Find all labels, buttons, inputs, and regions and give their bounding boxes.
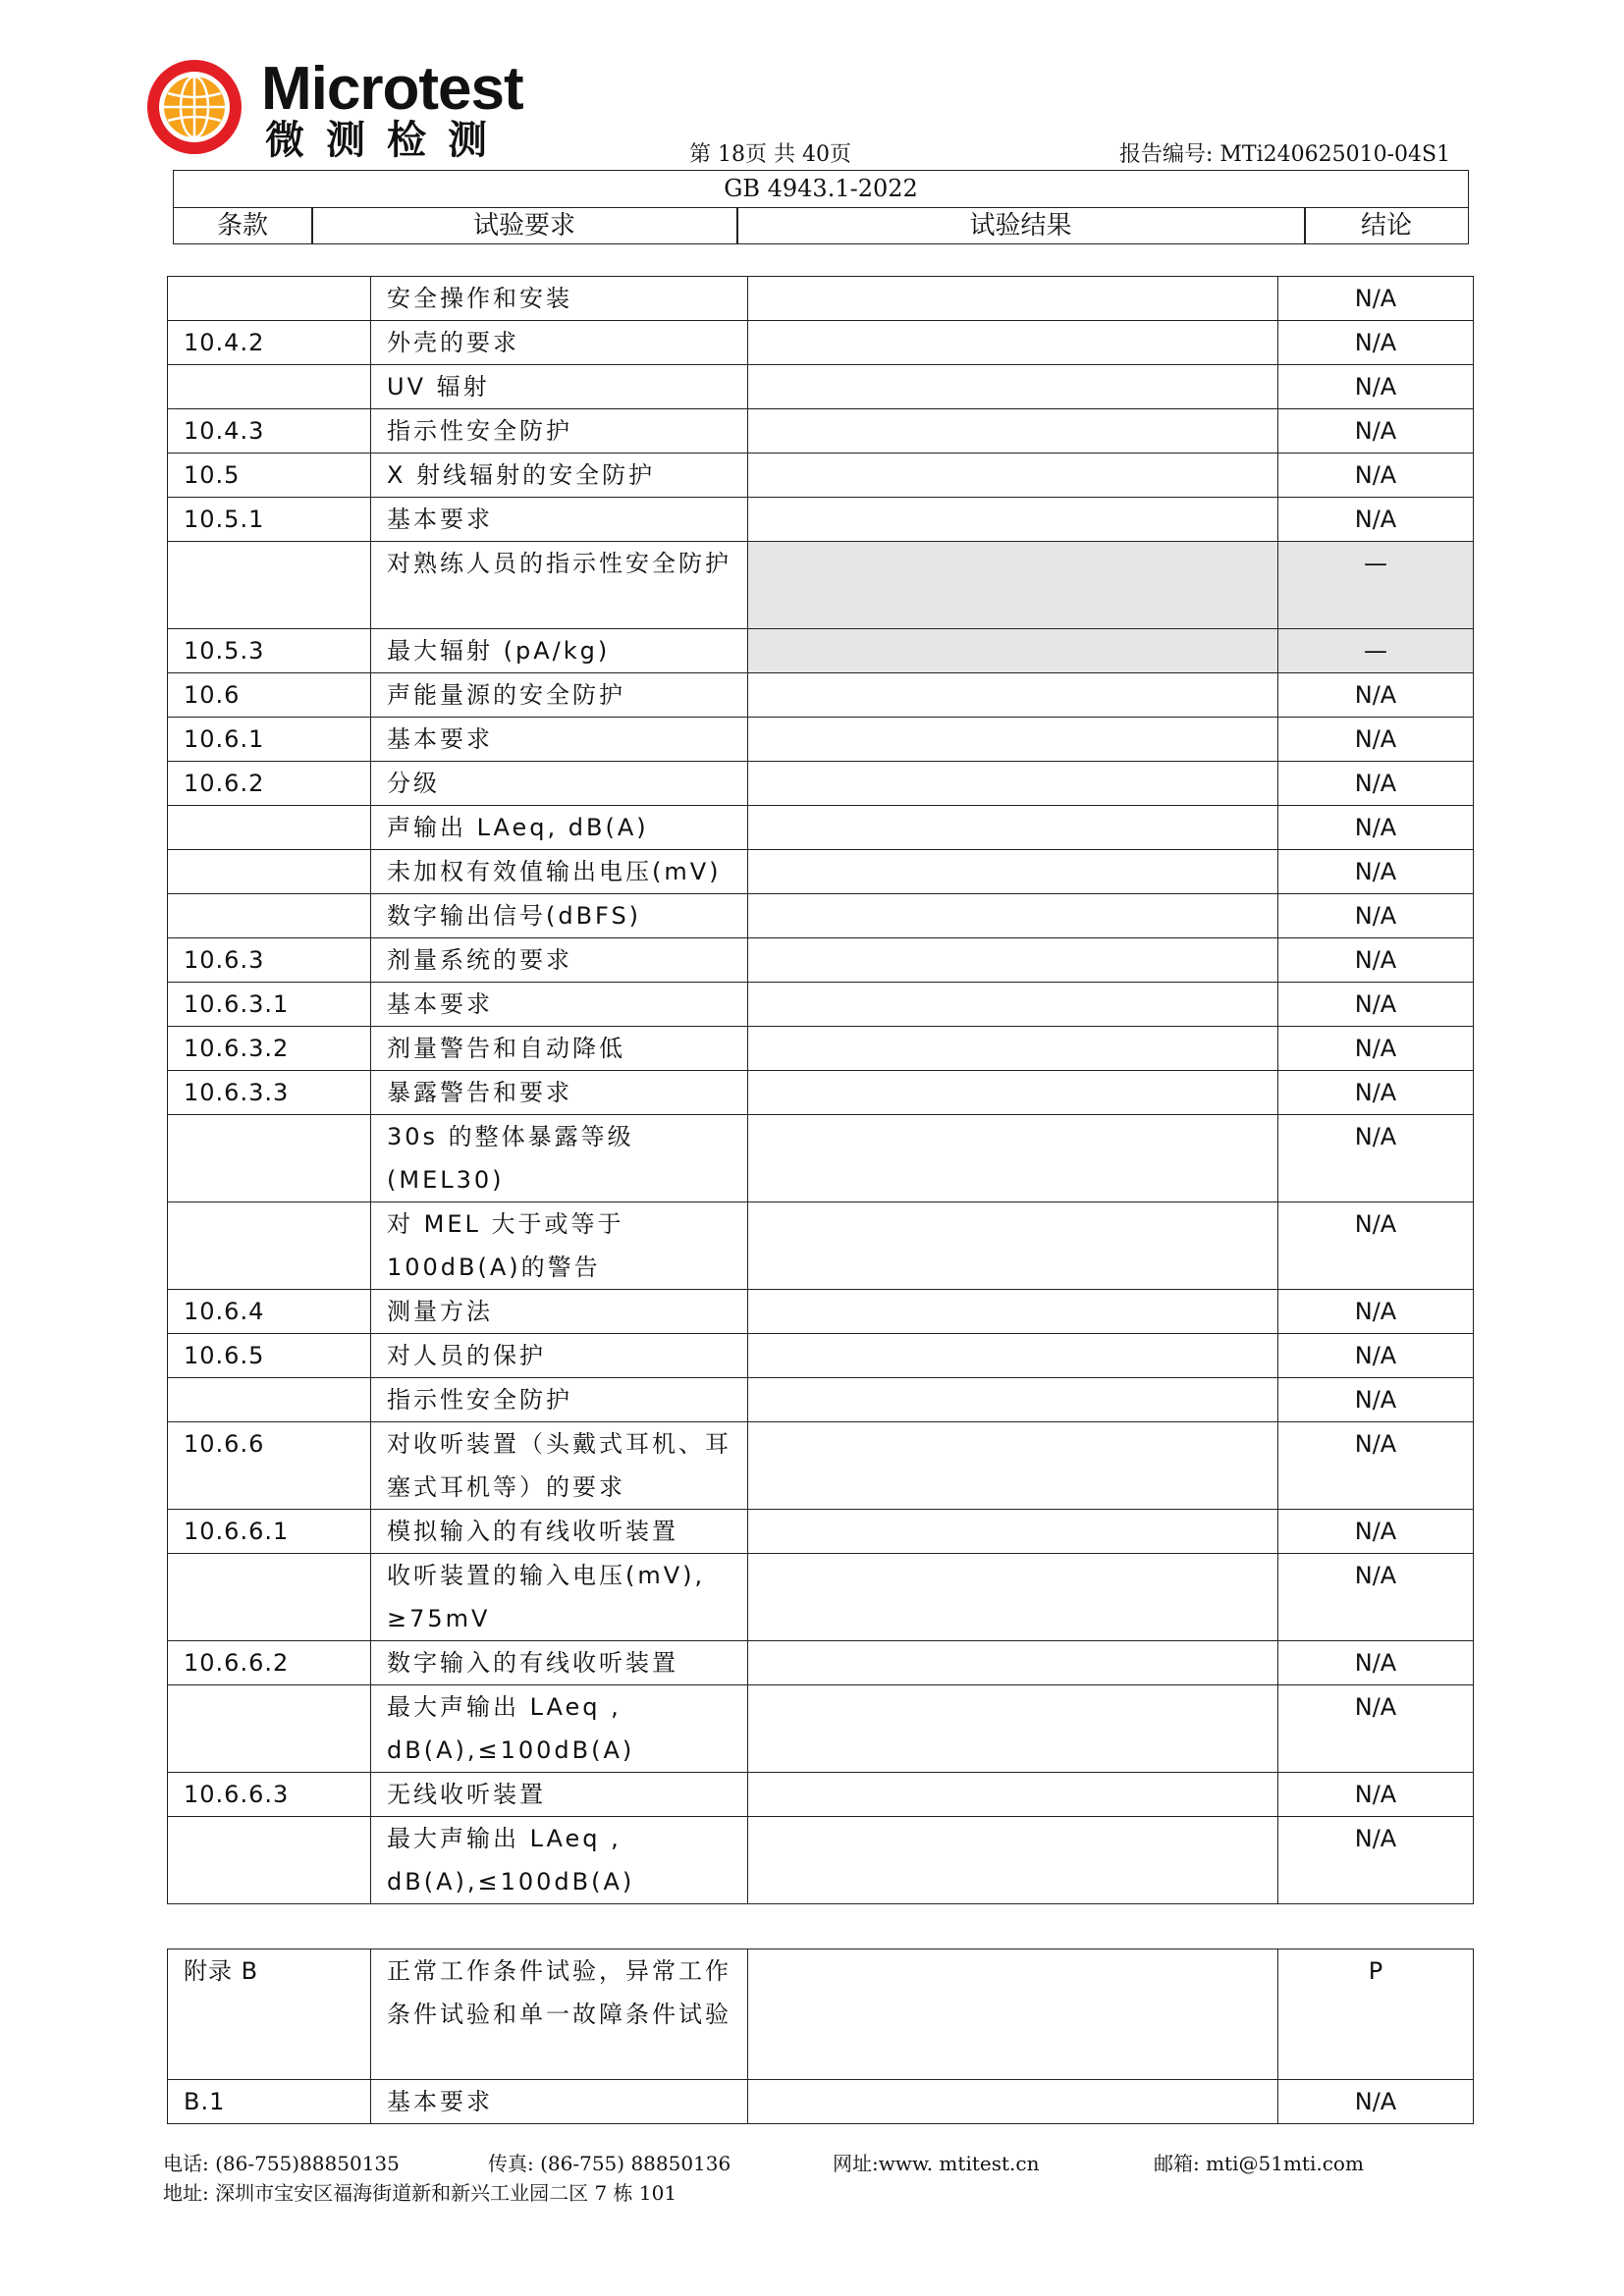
clause-cell: B.1: [168, 2080, 371, 2124]
table-row: [168, 1510, 1474, 1554]
table-row: [168, 673, 1474, 718]
page-number: 第 18页 共 40页: [689, 142, 851, 167]
verdict-cell: N/A: [1278, 1290, 1474, 1334]
verdict-cell: N/A: [1278, 673, 1474, 718]
requirement-cell: UV 辐射: [371, 365, 748, 409]
standard-title: GB 4943.1-2022: [174, 171, 1468, 208]
requirement-cell: 分级: [371, 762, 748, 806]
result-cell: [748, 983, 1278, 1027]
clause-cell: 10.6.3.3: [168, 1071, 371, 1115]
clause-cell: [168, 1202, 371, 1290]
result-cell: [748, 1202, 1278, 1290]
requirement-cell: 未加权有效值输出电压(mV): [371, 850, 748, 894]
verdict-cell: N/A: [1278, 2080, 1474, 2124]
verdict-cell: N/A: [1278, 1422, 1474, 1510]
company-logo: [145, 54, 538, 172]
verdict-cell: N/A: [1278, 938, 1474, 983]
verdict-cell: N/A: [1278, 762, 1474, 806]
result-cell: [748, 2080, 1278, 2124]
clause-cell: 10.6.3: [168, 938, 371, 983]
result-cell: [748, 1334, 1278, 1378]
result-cell: [748, 1510, 1278, 1554]
requirement-cell: 声输出 LAeq, dB(A): [371, 806, 748, 850]
verdict-cell: N/A: [1278, 1773, 1474, 1817]
verdict-cell: N/A: [1278, 1334, 1474, 1378]
table-row: [168, 498, 1474, 542]
verdict-cell: P: [1278, 1949, 1474, 2080]
table-row: [168, 850, 1474, 894]
result-cell: [748, 806, 1278, 850]
table-row: [168, 409, 1474, 454]
clause-cell: [168, 365, 371, 409]
column-header-clause: 条款: [216, 211, 268, 240]
result-cell: [748, 1422, 1278, 1510]
table-row: [168, 1554, 1474, 1641]
footer-tel: 电话: (86-755)88850135: [163, 2152, 400, 2175]
clause-cell: [168, 1685, 371, 1773]
result-cell: [748, 409, 1278, 454]
clause-cell: [168, 850, 371, 894]
verdict-cell: N/A: [1278, 1202, 1474, 1290]
requirement-cell: 测量方法: [371, 1290, 748, 1334]
table-row: [168, 718, 1474, 762]
footer-email: 邮箱: mti@51mti.com: [1154, 2152, 1364, 2175]
clause-cell: 10.6.4: [168, 1290, 371, 1334]
logo-text-cn: 微测检测: [265, 118, 509, 163]
requirement-cell: 暴露警告和要求: [371, 1071, 748, 1115]
requirement-cell: 最大声输出 LAeq , dB(A),≤100dB(A): [371, 1685, 748, 1773]
requirement-cell: 基本要求: [371, 498, 748, 542]
result-cell: [748, 1071, 1278, 1115]
table-row: [168, 938, 1474, 983]
requirement-cell: 模拟输入的有线收听装置: [371, 1510, 748, 1554]
clause-cell: [168, 1115, 371, 1202]
appendix-table: [167, 1949, 1474, 2124]
verdict-cell: —: [1278, 629, 1474, 673]
result-cell: [748, 1773, 1278, 1817]
requirement-cell: 指示性安全防护: [371, 1378, 748, 1422]
clause-cell: 10.6.2: [168, 762, 371, 806]
verdict-cell: N/A: [1278, 806, 1474, 850]
result-cell: [748, 321, 1278, 365]
requirement-cell: X 射线辐射的安全防护: [371, 454, 748, 498]
requirement-cell: 无线收听装置: [371, 1773, 748, 1817]
table-header-box: [173, 170, 1469, 244]
requirement-cell: 外壳的要求: [371, 321, 748, 365]
table-row: [168, 365, 1474, 409]
clause-cell: 10.4.2: [168, 321, 371, 365]
column-header-verdict: 结论: [1360, 211, 1412, 240]
logo-globe-icon: [145, 58, 244, 156]
clause-cell: [168, 806, 371, 850]
result-cell: [748, 894, 1278, 938]
requirement-cell: 数字输入的有线收听装置: [371, 1641, 748, 1685]
requirement-cell: 最大声输出 LAeq , dB(A),≤100dB(A): [371, 1817, 748, 1904]
verdict-cell: N/A: [1278, 718, 1474, 762]
result-cell: [748, 1949, 1278, 2080]
clause-cell: [168, 1554, 371, 1641]
requirement-cell: 指示性安全防护: [371, 409, 748, 454]
result-cell: [748, 1641, 1278, 1685]
table-row: [168, 806, 1474, 850]
table-row: [168, 894, 1474, 938]
clause-cell: 10.5.1: [168, 498, 371, 542]
clause-cell: 10.6.3.1: [168, 983, 371, 1027]
requirement-cell: 对熟练人员的指示性安全防护: [371, 542, 748, 629]
requirement-cell: 剂量系统的要求: [371, 938, 748, 983]
clause-cell: 10.6.6.3: [168, 1773, 371, 1817]
clause-cell: 10.5.3: [168, 629, 371, 673]
clause-cell: 10.5: [168, 454, 371, 498]
verdict-cell: N/A: [1278, 1641, 1474, 1685]
table-row: [168, 1027, 1474, 1071]
table-row: [168, 1202, 1474, 1290]
clause-cell: 10.4.3: [168, 409, 371, 454]
logo-text-en: Microtest: [261, 55, 523, 123]
verdict-cell: N/A: [1278, 1115, 1474, 1202]
requirement-cell: 30s 的整体暴露等级(MEL30): [371, 1115, 748, 1202]
result-cell: [748, 1378, 1278, 1422]
verdict-cell: N/A: [1278, 850, 1474, 894]
verdict-cell: N/A: [1278, 1071, 1474, 1115]
result-cell: [748, 673, 1278, 718]
requirement-cell: 声能量源的安全防护: [371, 673, 748, 718]
result-cell: [748, 542, 1278, 629]
result-cell: [748, 850, 1278, 894]
table-row: [168, 1071, 1474, 1115]
requirement-cell: 基本要求: [371, 2080, 748, 2124]
requirement-cell: 安全操作和安装: [371, 277, 748, 321]
result-cell: [748, 365, 1278, 409]
verdict-cell: N/A: [1278, 498, 1474, 542]
table-row: [168, 1641, 1474, 1685]
verdict-cell: —: [1278, 542, 1474, 629]
verdict-cell: N/A: [1278, 1817, 1474, 1904]
requirement-cell: 对收听装置（头戴式耳机、耳塞式耳机等）的要求: [371, 1422, 748, 1510]
table-row: [168, 1290, 1474, 1334]
verdict-cell: N/A: [1278, 365, 1474, 409]
table-row: [168, 1773, 1474, 1817]
table-row: [168, 1685, 1474, 1773]
clause-cell: 10.6.6.1: [168, 1510, 371, 1554]
verdict-cell: N/A: [1278, 409, 1474, 454]
clause-cell: [168, 542, 371, 629]
clause-cell: [168, 277, 371, 321]
verdict-cell: N/A: [1278, 1510, 1474, 1554]
result-cell: [748, 762, 1278, 806]
table-row: [168, 454, 1474, 498]
verdict-cell: N/A: [1278, 321, 1474, 365]
clause-table: [167, 276, 1474, 1904]
clause-cell: 10.6: [168, 673, 371, 718]
table-row: [168, 542, 1474, 629]
verdict-cell: N/A: [1278, 894, 1474, 938]
requirement-cell: 剂量警告和自动降低: [371, 1027, 748, 1071]
table-row: [168, 762, 1474, 806]
clause-cell: [168, 1817, 371, 1904]
result-cell: [748, 1817, 1278, 1904]
footer-fax: 传真: (86-755) 88850136: [488, 2152, 731, 2175]
verdict-cell: N/A: [1278, 454, 1474, 498]
clause-cell: 10.6.1: [168, 718, 371, 762]
clause-cell: [168, 894, 371, 938]
requirement-cell: 对人员的保护: [371, 1334, 748, 1378]
requirement-cell: 数字输出信号(dBFS): [371, 894, 748, 938]
verdict-cell: N/A: [1278, 983, 1474, 1027]
footer-address: 地址: 深圳市宝安区福海街道新和新兴工业园二区 7 栋 101: [163, 2181, 677, 2205]
table-row: [168, 1949, 1474, 2080]
result-cell: [748, 1115, 1278, 1202]
clause-cell: 10.6.5: [168, 1334, 371, 1378]
footer-website: 网址:www. mtitest.cn: [833, 2152, 1040, 2175]
report-number: 报告编号: MTi240625010-04S1: [1119, 142, 1451, 167]
result-cell: [748, 718, 1278, 762]
column-header-requirement: 试验要求: [472, 211, 575, 240]
verdict-cell: N/A: [1278, 1554, 1474, 1641]
requirement-cell: 正常工作条件试验，异常工作条件试验和单一故障条件试验: [371, 1949, 748, 2080]
clause-cell: 附录 B: [168, 1949, 371, 2080]
verdict-cell: N/A: [1278, 1027, 1474, 1071]
verdict-cell: N/A: [1278, 277, 1474, 321]
table-row: [168, 1378, 1474, 1422]
requirement-cell: 对 MEL 大于或等于 100dB(A)的警告: [371, 1202, 748, 1290]
clause-cell: 10.6.3.2: [168, 1027, 371, 1071]
requirement-cell: 最大辐射 (pA/kg): [371, 629, 748, 673]
table-row: [168, 321, 1474, 365]
table-row: [168, 629, 1474, 673]
column-header-result: 试验结果: [969, 211, 1072, 240]
result-cell: [748, 1027, 1278, 1071]
result-cell: [748, 1290, 1278, 1334]
result-cell: [748, 277, 1278, 321]
table-row: [168, 1115, 1474, 1202]
result-cell: [748, 1685, 1278, 1773]
table-row: [168, 1334, 1474, 1378]
result-cell: [748, 629, 1278, 673]
verdict-cell: N/A: [1278, 1378, 1474, 1422]
table-row: [168, 2080, 1474, 2124]
clause-cell: 10.6.6: [168, 1422, 371, 1510]
table-row: [168, 1817, 1474, 1904]
result-cell: [748, 454, 1278, 498]
table-row: [168, 1422, 1474, 1510]
requirement-cell: 收听装置的输入电压(mV), ≥75mV: [371, 1554, 748, 1641]
requirement-cell: 基本要求: [371, 718, 748, 762]
result-cell: [748, 498, 1278, 542]
table-row: [168, 983, 1474, 1027]
clause-cell: 10.6.6.2: [168, 1641, 371, 1685]
clause-cell: [168, 1378, 371, 1422]
table-row: [168, 277, 1474, 321]
result-cell: [748, 938, 1278, 983]
requirement-cell: 基本要求: [371, 983, 748, 1027]
result-cell: [748, 1554, 1278, 1641]
verdict-cell: N/A: [1278, 1685, 1474, 1773]
